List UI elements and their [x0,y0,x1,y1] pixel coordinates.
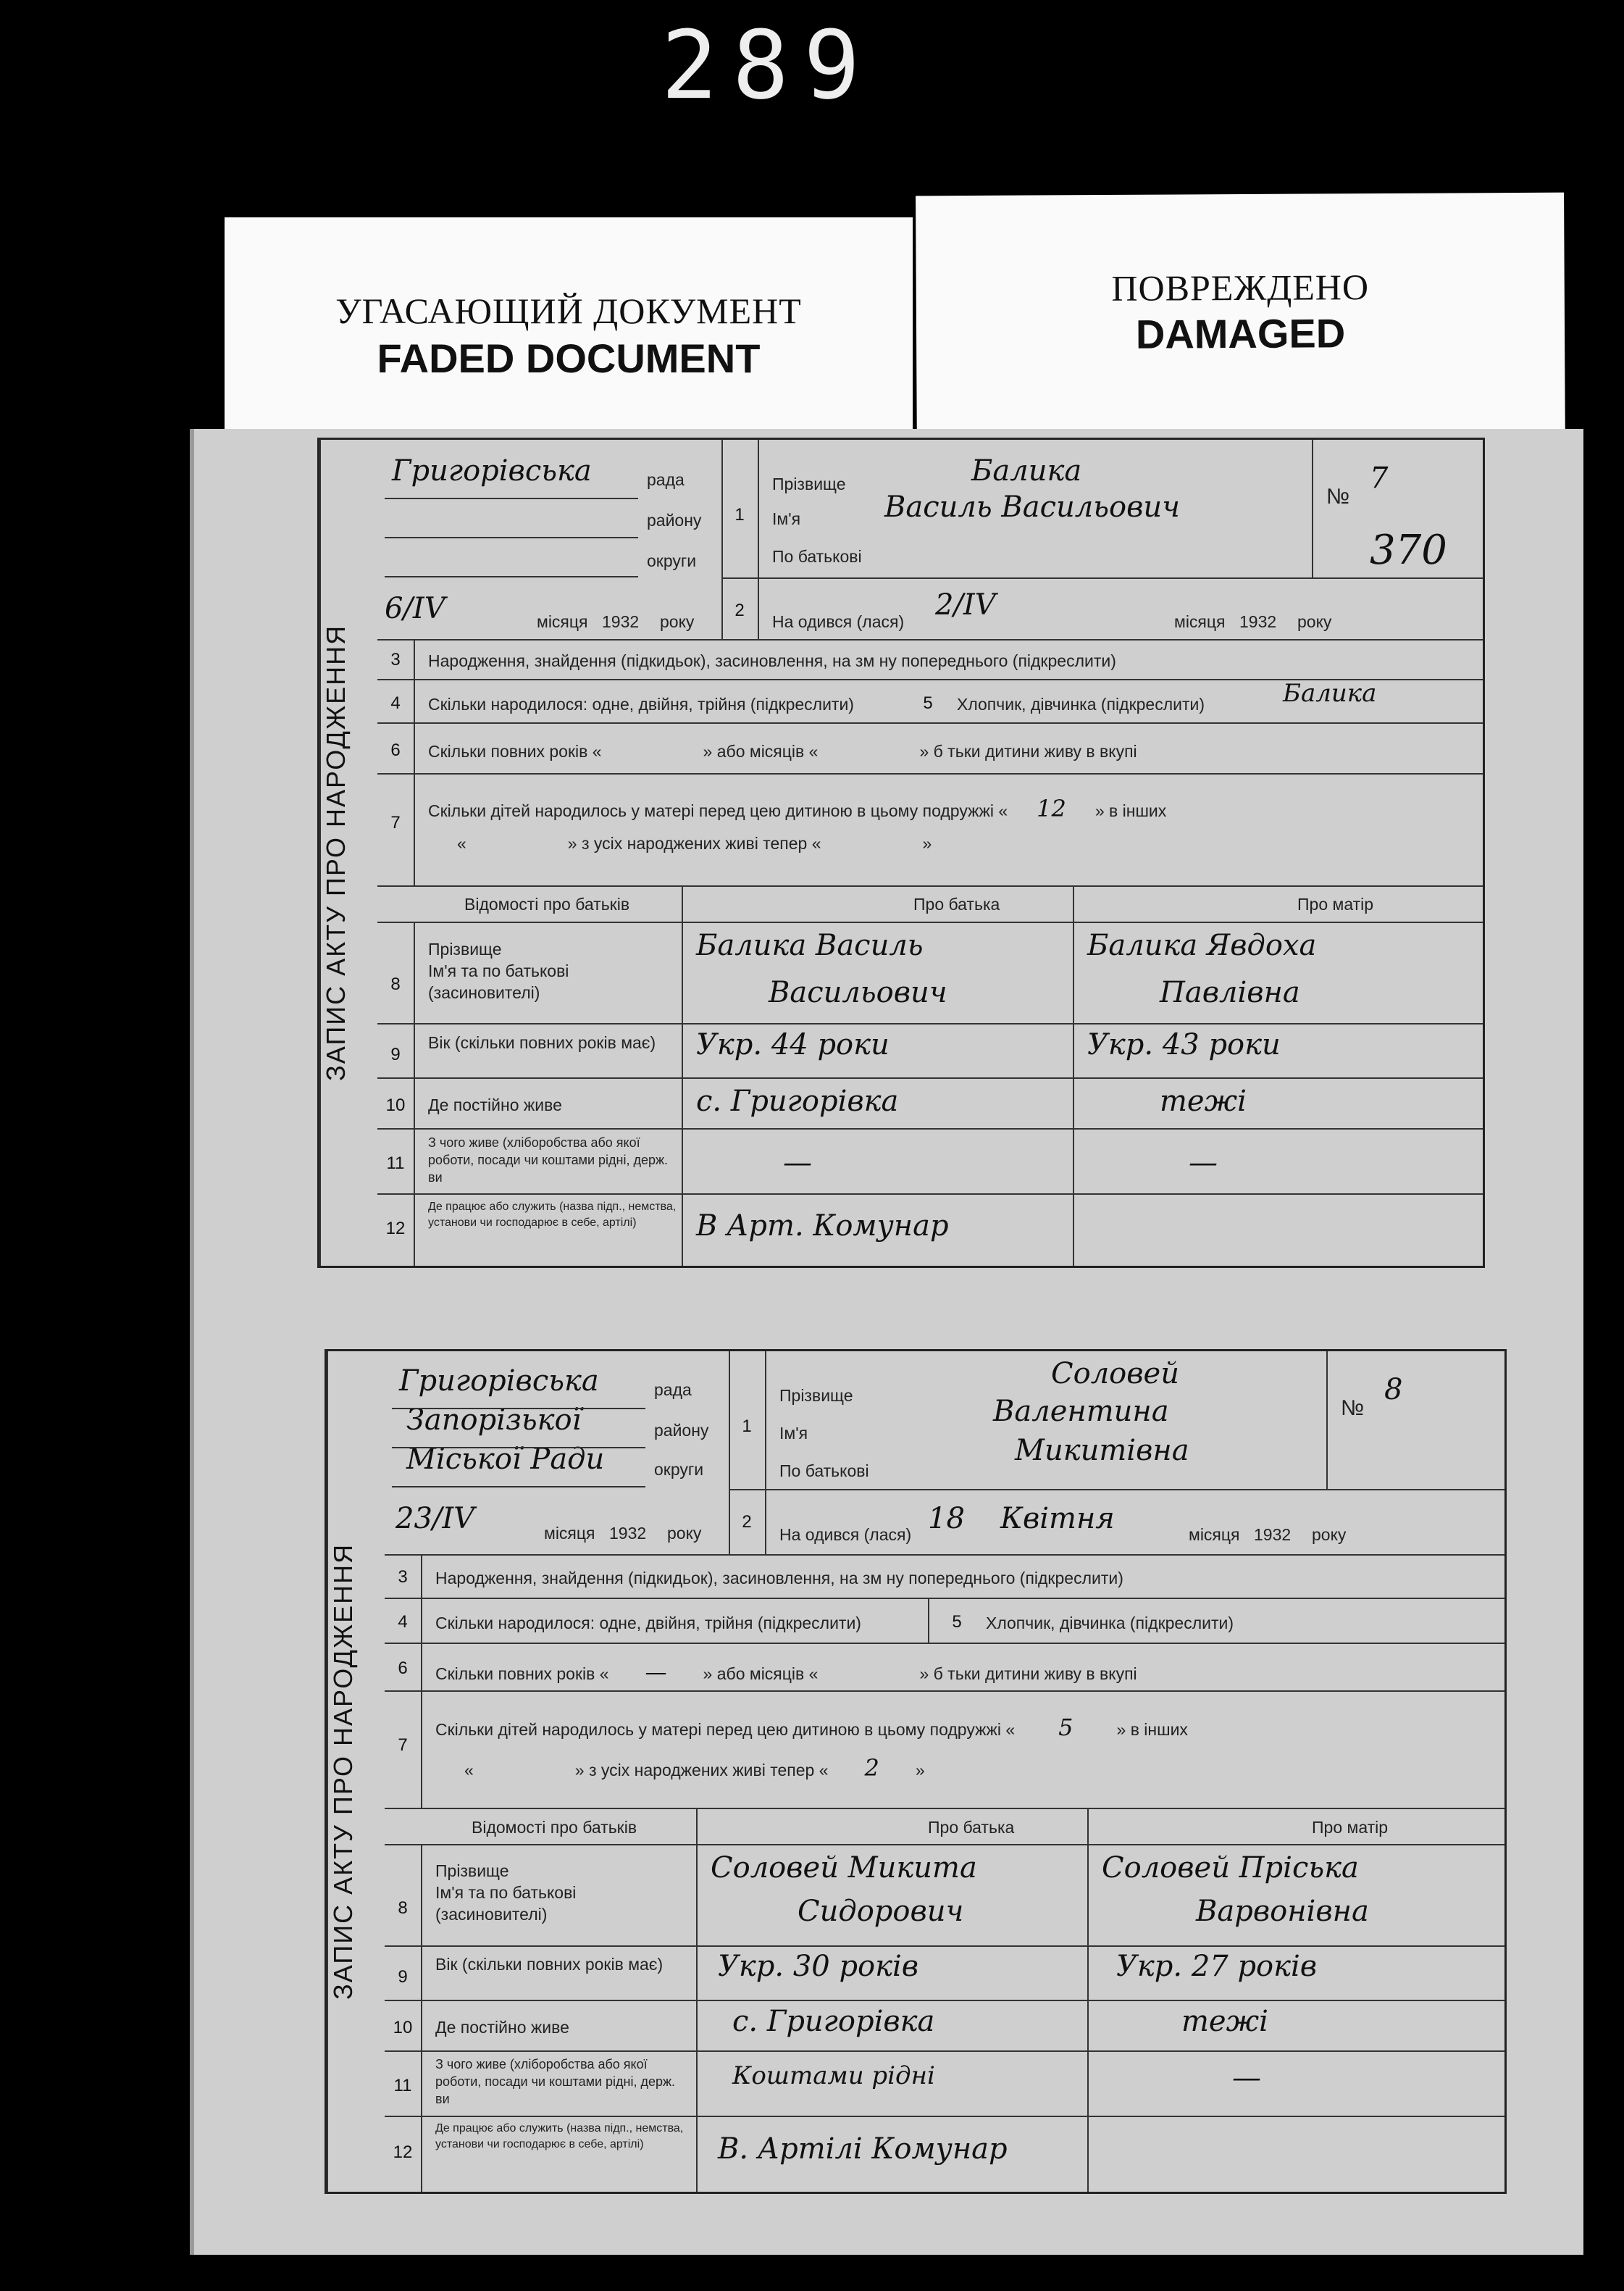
row-6-num: 6 [390,740,401,760]
father-name-line1: Соловей Микита [711,1851,977,1885]
born-month: Квітня [1000,1502,1115,1535]
reg-year-label: року [667,1524,702,1543]
father-income: Коштами рідні [732,2061,935,2090]
row-6-years: — [645,1660,667,1685]
father-workplace: В. Артілі Комунар [718,2132,1008,2166]
row-12-label: Де працює або служить (назва підп., немства, установи чи господарює в себе, артілі) [435,2122,684,2150]
born-year-label: року [1312,1525,1347,1544]
raion-label: району [647,511,702,530]
child-name: Валентина [993,1395,1169,1428]
row-3-label: Народження, знайдення (підкидьок), засиновлення, на зм ну попереднього (підкреслити) [428,651,1116,670]
reg-date-value: 23/IV [395,1502,475,1535]
born-label: На одився (лася) [779,1525,912,1544]
row-3-num: 3 [390,650,401,669]
born-year: 32 [1272,1525,1292,1544]
number-sign: № [1341,1396,1365,1420]
archive-stamp-number: 370 [1370,527,1447,574]
row-7-label-c: « [457,834,466,853]
mother-name-line1: Балика Явдоха [1087,929,1317,962]
reg-year-value: 32 [620,612,640,631]
faded-label-en: FADED DOCUMENT [377,335,761,381]
row-5-label: Хлопчик, дівчинка (підкреслити) [957,695,1205,714]
row-7-prev-children: 5 [1058,1714,1073,1741]
row-6-label-c: » б тьки дитини живу в вкупі [919,742,1137,761]
row-7-prev-children: 12 [1037,795,1066,822]
row-4-label: Скільки народилося: одне, двійня, трійня (підкреслити) [428,695,854,714]
row-11-label: З чого живе (хліборобства або якої роботи, посади чи коштами рідні, держ. ви [435,2057,676,2106]
father-residence: с. Григорівка [732,2005,935,2038]
row-4-label: Скільки народилося: одне, двійня, трійня (підкреслити) [435,1614,861,1632]
row-6-label-b: » або місяців « [703,1664,819,1683]
row-1-num: 1 [734,505,745,525]
reg-date-value: 6/IV [385,592,445,625]
birth-record-1: ЗАПИС АКТУ ПРО НАРОДЖЕННЯ Григорівська рада району округи 6/IV місяця 1932 року 1 Прізвище Балика Ім'я Василь Васильович По батькові № 7 370 2 На одився (лася) 2/IV місяця 1932 року 3 Народження, знайдення (підкидьок), засиновлення, на зм ну попереднього (підкреслити) 4 Скільки народилося: одне, двійня, трійня (підкреслити) 5 Хлопчик, дівчинка (підкреслити) Балика 6 Скільки повних років « » або місяців « » б тьки дитини живу в вкупі 7 Скільки дітей народилось у матері перед цею дитиною в цьому подружжі « 12 » в інших « » з усіх народжених живі тепер « » Відомості про батьків Про батька Про матір 8 Прізвище Ім'я та по батькові (засиновителі) Балика Василь Васильович Балика Явдоха Павлівна 9 Вік (скільки повних років має) Укр. 44 роки Укр. 43 роки 10 Де постійно живе с. Григорівка тежі 11 З чого живе (хліборобства або якої роботи, посади чи коштами рідні, держ. ви — — 12 Де працює або служить (назва підп., немства, установи чи господарює в себе, артілі) В Арт. Комунар [317,438,1485,1268]
mother-age: Укр. 27 років [1116,1950,1318,1983]
row-11-num: 11 [386,1153,405,1173]
archive-page-number: 289 [661,10,875,120]
row-8-label: Прізвище Ім'я та по батькові (засиновителі) [435,1861,577,1924]
mother-income: — [1189,1146,1218,1180]
row-12-num: 12 [385,1219,406,1238]
row-12-num: 12 [393,2142,413,2162]
born-date: 2/IV [935,588,996,622]
row-10-label: Де постійно живе [428,1096,562,1114]
row-6-num: 6 [398,1658,408,1678]
parents-header: Відомості про батьків [464,895,630,914]
row-2-num: 2 [742,1512,752,1532]
mother-income: — [1232,2061,1261,2095]
row-9-label: Вік (скільки повних років має) [428,1033,656,1052]
parents-header: Відомості про батьків [472,1818,637,1837]
row-9-num: 9 [390,1045,401,1064]
child-surname: Соловей [1051,1357,1179,1390]
birth-record-2: ЗАПИС АКТУ ПРО НАРОДЖЕННЯ Григорівська рада Запорізької району Міської Ради округи 23/IV місяця 1932 року 1 Прізвище Соловей Ім'я Валентина По батькові Микитівна № 8 2 На одився (лася) 18 Квітня місяця 1932 року 3 Народження, знайдення (підкидьок), засиновлення, на зм ну попереднього (підкреслити) 4 Скільки народилося: одне, двійня, трійня (підкреслити) 5 Хлопчик, дівчинка (підкреслити) 6 Скільки повних років « — » або місяців « » б тьки дитини живу в вкупі 7 Скільки дітей народилось у матері перед цею дитиною в цьому подружжі « 5 » в інших « » з усіх народжених живі тепер « 2 » Відомості про батьків Про батька Про матір 8 Прізвище Ім'я та по батькові (засиновителі) Соловей Микита Сидорович Соловей Пріська Варвонівна 9 Вік (скільки повних років має) Укр. 30 років Укр. 27 років 10 Де постійно живе с. Григорівка тежі 11 З чого живе (хліборобства або якої роботи, посади чи коштами рідні, держ. ви Коштами рідні — 12 Де працює або служить (назва підп., немства, установи чи господарює в себе, артілі) В. Артілі Комунар [325,1349,1507,2194]
row-8-num: 8 [398,1898,408,1918]
row-7-num: 7 [398,1735,408,1755]
row-8-num: 8 [390,975,401,994]
okrug-label: округи [647,551,697,570]
row-7-label-b: » в інших [1094,801,1167,820]
father-age: Укр. 30 років [718,1950,919,1983]
damaged-label-en: DAMAGED [1135,310,1346,357]
father-workplace: В Арт. Комунар [696,1209,949,1243]
patronymic-label: По батькові [779,1461,869,1480]
mother-residence: тежі [1160,1085,1247,1118]
number-sign: № [1326,485,1350,509]
reg-month-label: місяця [544,1524,595,1543]
diagonal-note: Балика [1283,679,1377,708]
mother-age: Укр. 43 роки [1087,1028,1281,1061]
row-8-label: Прізвище Ім'я та по батькові (засиновителі) [428,940,569,1002]
row-12-label: Де працює або служить (назва підп., немства, установи чи господарює в себе, артілі) [428,1201,677,1229]
born-month-label: місяця [1174,612,1226,631]
damaged-slip [916,193,1565,457]
name-label: Ім'я [772,509,801,528]
row-9-num: 9 [398,1967,408,1987]
rada-label: рада [647,470,685,489]
row-7-label-d: » з усіх народжених живі тепер « [567,834,821,853]
row-10-num: 10 [393,2018,413,2037]
okrug-label: округи [654,1460,704,1479]
row-6-label-a: Скільки повних років « [435,1664,609,1683]
row-3-num: 3 [398,1567,408,1587]
row-7-label-c: « [464,1761,474,1779]
damaged-label-ru: ПОВРЕЖДЕНО [1111,267,1370,309]
row-7-alive-children: 2 [864,1754,879,1782]
rada-label: рада [654,1380,692,1399]
row-4-num: 4 [390,693,401,713]
surname-label: Прізвище [772,475,846,493]
born-day: 18 [928,1502,965,1535]
row-10-label: Де постійно живе [435,2018,569,2037]
name-label: Ім'я [779,1424,808,1443]
faded-document-slip [225,217,913,456]
row-11-num: 11 [393,2076,412,2095]
paper-sheet [190,429,1583,2255]
row-5-num: 5 [952,1612,962,1632]
row-7-label-e: » [922,834,932,853]
born-year-label: року [1297,612,1332,631]
rada-value: Григорівська [392,454,592,488]
row-11-label: З чого живе (хліборобства або якої роботи, посади чи коштами рідні, держ. ви [428,1135,669,1185]
mother-header: Про матір [1297,895,1374,914]
row-3-label: Народження, знайдення (підкидьок), засиновлення, на зм ну попереднього (підкреслити) [435,1569,1123,1587]
father-age: Укр. 44 роки [696,1028,890,1061]
surname-label: Прізвище [779,1386,853,1405]
mother-name-line1: Соловей Пріська [1102,1851,1359,1885]
faded-label-ru: УГАСАЮЩИЙ ДОКУМЕНТ [335,291,802,331]
row-2-num: 2 [734,601,745,620]
record-side-title: ЗАПИС АКТУ ПРО НАРОДЖЕННЯ [319,440,379,1266]
child-surname: Балика [971,454,1082,488]
born-year: 32 [1257,612,1277,631]
okrug-value: Міської Ради [406,1443,605,1476]
born-label: На одився (лася) [772,612,905,631]
mother-name-line2: Варвонівна [1196,1895,1369,1928]
patronymic-label: По батькові [772,547,862,566]
father-income: — [783,1146,812,1180]
reg-year-label: року [660,612,695,631]
reg-year-value: 32 [627,1524,647,1543]
record-number: 8 [1384,1373,1403,1406]
row-4-num: 4 [398,1612,408,1632]
mother-name-line2: Павлівна [1160,976,1300,1009]
mother-residence: тежі [1181,2005,1268,2038]
row-7-label-e: » [915,1761,925,1779]
reg-month-label: місяця [537,612,588,631]
father-header: Про батька [913,895,1000,914]
father-name-line1: Балика Василь [696,929,924,962]
row-6-label-c: » б тьки дитини живу в вкупі [919,1664,1137,1683]
row-7-label-d: » з усіх народжених живі тепер « [574,1761,829,1779]
row-7-label-a: Скільки дітей народилось у матері перед цею дитиною в цьому подружжі « [428,801,1008,820]
row-9-label: Вік (скільки повних років має) [435,1955,664,1974]
row-5-label: Хлопчик, дівчинка (підкреслити) [986,1614,1234,1632]
row-6-label-a: Скільки повних років « [428,742,602,761]
born-month-label: місяця [1189,1525,1240,1544]
row-7-label-a: Скільки дітей народилось у матері перед цею дитиною в цьому подружжі « [435,1720,1016,1739]
father-header: Про батька [928,1818,1015,1837]
row-10-num: 10 [385,1096,406,1115]
father-name-line2: Сидорович [798,1895,964,1928]
record-number: 7 [1370,462,1389,495]
raion-label: району [654,1421,709,1440]
child-name: Василь Васильович [884,491,1181,524]
raion-value: Запорізької [406,1403,582,1437]
row-1-num: 1 [742,1416,752,1436]
mother-header: Про матір [1312,1818,1389,1837]
father-name-line2: Васильович [769,976,947,1009]
record-side-title: ЗАПИС АКТУ ПРО НАРОДЖЕННЯ [327,1351,386,2192]
father-residence: с. Григорівка [696,1085,899,1118]
rada-value: Григорівська [399,1364,599,1398]
row-6-label-b: » або місяців « [703,742,819,761]
row-7-num: 7 [390,813,401,832]
row-7-label-b: » в інших [1116,1720,1188,1739]
row-5-num: 5 [923,693,933,713]
child-patronymic: Микитівна [1015,1434,1189,1467]
